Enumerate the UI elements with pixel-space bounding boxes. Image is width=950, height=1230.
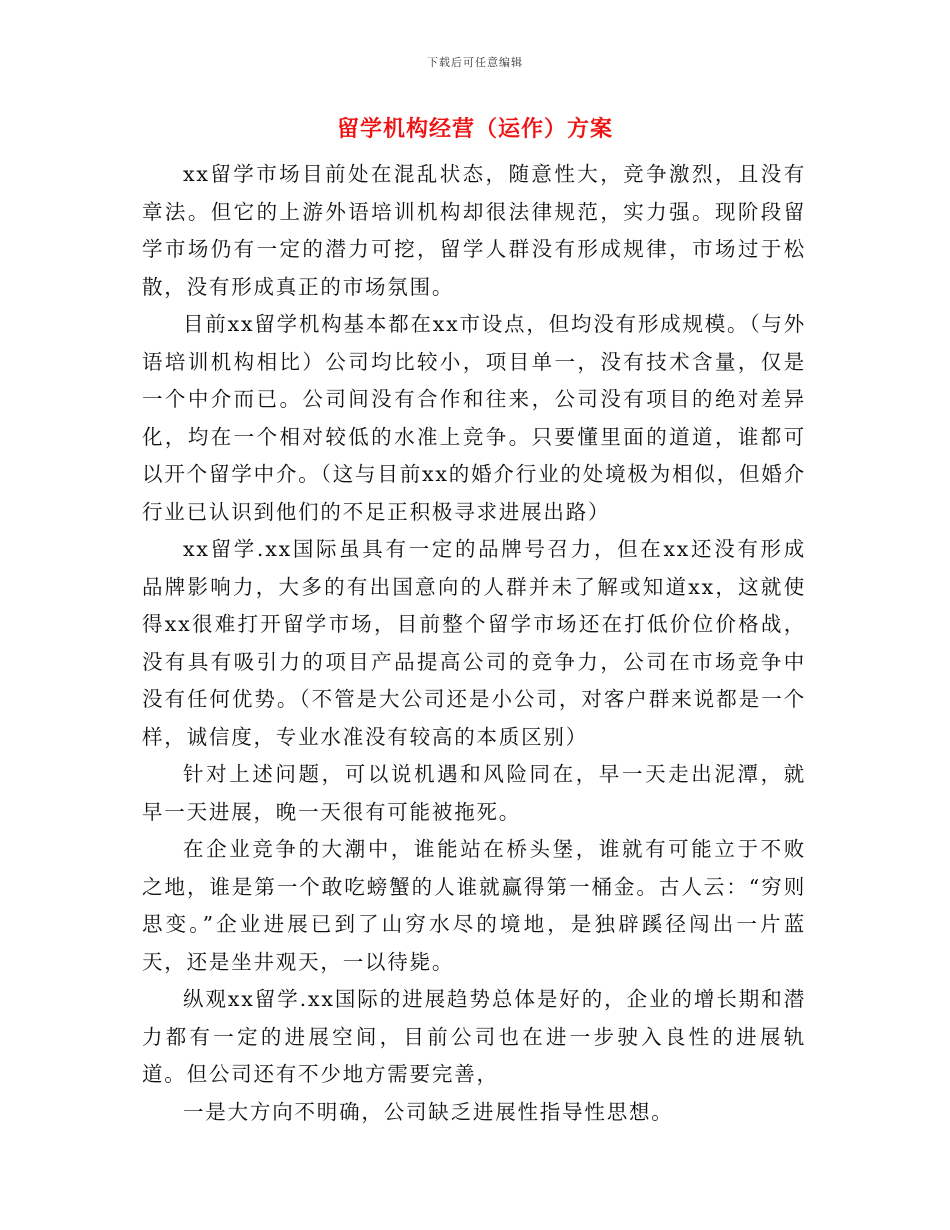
paragraph-opportunity: 针对上述问题，可以说机遇和风险同在，早一天走出泥潭，就早一天进展，晚一天很有可能被拖死。 — [142, 762, 806, 824]
paragraph-competition: 在企业竞争的大潮中，谁能站在桥头堡，谁就有可能立于不败之地，谁是第一个敢吃螃蟹的人谁就赢得第一桶金。古人云：“穷则思变。”企业进展已到了山穷水尽的境地，是独辟蹊径闯出一片蓝天，还是坐井观天，一以待毙。 — [142, 837, 806, 974]
paragraph-institutions: 目前xx留学机构基本都在xx市设点，但均没有形成规模。（与外语培训机构相比）公司均比较小，项目单一，没有技术含量，仅是一个中介而已。公司间没有合作和往来，公司没有项目的绝对差异化，均在一个相对较低的水准上竞争。只要懂里面的道道，谁都可以开个留学中介。（这与目前xx的婚介行业的处境极为相似，但婚介行业已认识到他们的不足正积极寻求进展出路） — [142, 312, 806, 524]
paragraph-brand: xx留学.xx国际虽具有一定的品牌号召力，但在xx还没有形成品牌影响力，大多的有出国意向的人群并未了解或知道xx，这就使得xx很难打开留学市场，目前整个留学市场还在打低价位价格战，没有具有吸引力的项目产品提高公司的竞争力，公司在市场竞争中没有任何优势。（不管是大公司还是小公司，对客户群来说都是一个样，诚信度，专业水准没有较高的本质区别） — [142, 537, 806, 749]
document-title: 留学机构经营（运作）方案 — [336, 116, 613, 142]
paragraph-market-status: xx留学市场目前处在混乱状态，随意性大，竞争激烈，且没有章法。但它的上游外语培训机构却很法律规范，实力强。现阶段留学市场仍有一定的潜力可挖，留学人群没有形成规律，市场过于松散，没有形成真正的市场氛围。 — [142, 162, 806, 299]
paragraph-trend: 纵观xx留学.xx国际的进展趋势总体是好的，企业的增长期和潜力都有一定的进展空间，目前公司也在进一步驶入良性的进展轨道。但公司还有不少地方需要完善， — [142, 987, 806, 1086]
header-note: 下载后可任意编辑 — [427, 56, 523, 69]
paragraph-direction: 一是大方向不明确，公司缺乏进展性指导性思想。 — [183, 1099, 674, 1124]
document-body — [142, 156, 806, 1131]
